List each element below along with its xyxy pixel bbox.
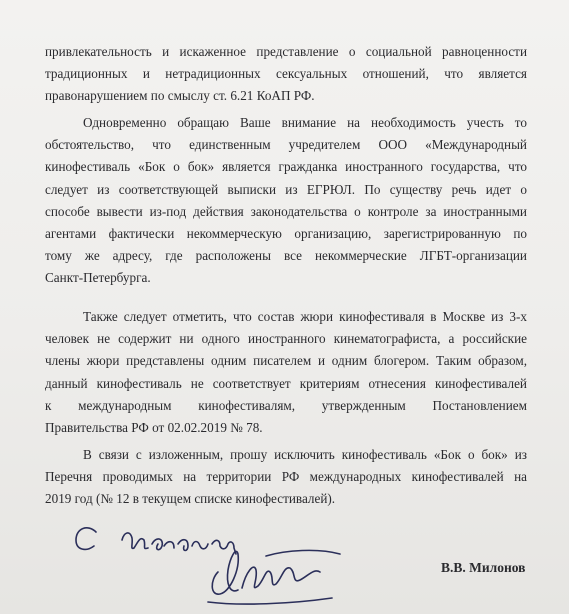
text-line: способе вывести из-под действия законодательства о контроле за иностранными — [45, 203, 527, 219]
text-line: кинофестиваль «Бок о бок» является гражданка иностранного государства, что — [45, 159, 527, 175]
text-line: традиционных и нетрадиционных сексуальных отношений, что является — [45, 66, 527, 82]
text-line: Санкт-Петербурга. — [45, 270, 151, 286]
text-line: В связи с изложенным, прошу исключить кинофестиваль «Бок о бок» из — [83, 447, 527, 462]
text-line: человек не содержит ни одного иностранного кинематографиста, а российские — [45, 331, 527, 347]
closing-handwriting — [76, 528, 96, 550]
text-line: к международным кинофестивалям, утвержденным Постановлением — [45, 397, 527, 413]
text-line: Перечня проводимых на территории РФ международных кинофестивалей на — [45, 469, 527, 485]
text-line: тому же адресу, где расположены все некоммерческие ЛГБТ-организации — [45, 248, 527, 264]
text-line: Одновременно обращаю Ваше внимание на необходимость учесть то — [83, 115, 527, 130]
paragraph-4 — [45, 444, 527, 511]
text-line: агентами фактически некоммерческую организацию, зарегистрированную по — [45, 226, 527, 242]
signatory-name: В.В. Милонов — [441, 560, 526, 575]
paragraph-2 — [45, 112, 527, 290]
paragraph-3 — [45, 306, 527, 439]
paragraph-1 — [45, 41, 527, 108]
text-line: правонарушением по смыслу ст. 6.21 КоАП РФ. — [45, 88, 315, 104]
text-line: следует из соответствующей выписки из ЕГРЮЛ. По существу речь идет о — [45, 181, 527, 197]
text-line: привлекательность и искаженное представление о социальной равноценности — [45, 44, 527, 59]
text-line: данный кинофестиваль не соответствует критериям отнесения кинофестивалей — [45, 375, 527, 391]
text-line: 2019 год (№ 12 в текущем списке кинофестивалей). — [45, 491, 336, 507]
text-line: Правительства РФ от 02.02.2019 № 78. — [45, 420, 263, 436]
handwritten-signature — [70, 510, 370, 614]
text-line: Также следует отметить, что состав жюри кинофестиваля в Москве из 3-х — [83, 309, 527, 324]
text-line: члены жюри представлены одним писателем и одним блогером. Таким образом, — [45, 353, 527, 369]
text-line: обстоятельство, что единственным учредителем ООО «Международный — [45, 137, 527, 153]
